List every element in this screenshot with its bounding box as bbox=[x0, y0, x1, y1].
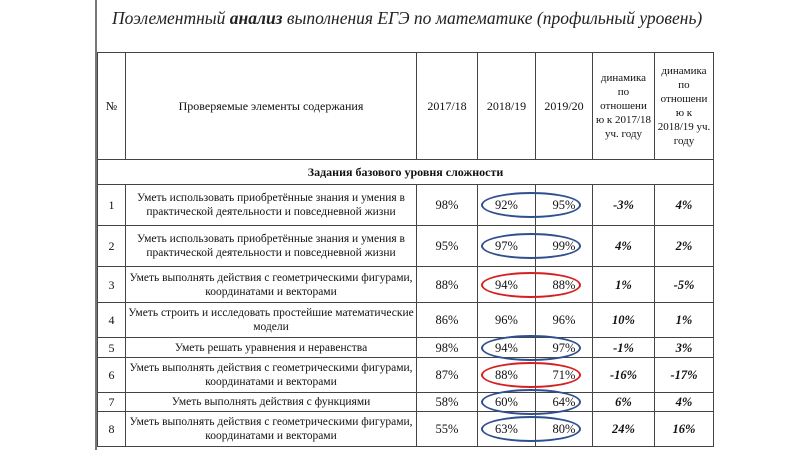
title-part: выполнения ЕГЭ по математике (профильный уровень) bbox=[282, 8, 703, 28]
row-number: 7 bbox=[98, 393, 126, 412]
header-row bbox=[98, 53, 714, 160]
value-2018-19: 63% bbox=[478, 412, 536, 447]
row-number: 2 bbox=[98, 226, 126, 267]
value-2018-19: 92% bbox=[478, 185, 536, 226]
value-2019-20: 71% bbox=[536, 358, 593, 393]
value-2018-19: 96% bbox=[478, 303, 536, 338]
row-element: Уметь использовать приобретённые знания и умения в практической деятельности и повседневной жизни bbox=[126, 226, 417, 267]
value-2017-18: 88% bbox=[417, 267, 478, 303]
row-element: Уметь строить и исследовать простейшие математические модели bbox=[126, 303, 417, 338]
row-element: Уметь выполнять действия с геометрическими фигурами, координатами и векторами bbox=[126, 358, 417, 393]
value-2019-20: 99% bbox=[536, 226, 593, 267]
value-2017-18: 95% bbox=[417, 226, 478, 267]
dynamics-2: 16% bbox=[655, 412, 714, 447]
value-2019-20: 88% bbox=[536, 267, 593, 303]
header-2018-19: 2018/19 bbox=[478, 53, 536, 160]
row-element: Уметь выполнять действия с геометрическими фигурами, координатами и векторами bbox=[126, 412, 417, 447]
value-2019-20: 95% bbox=[536, 185, 593, 226]
header-dynamics-2: динамика по отношени ю к 2018/19 уч. году bbox=[655, 53, 714, 160]
row-number: 4 bbox=[98, 303, 126, 338]
row-number: 1 bbox=[98, 185, 126, 226]
row-element: Уметь решать уравнения и неравенства bbox=[126, 338, 417, 358]
page-title bbox=[112, 8, 702, 29]
value-2018-19: 60% bbox=[478, 393, 536, 412]
table-row bbox=[98, 358, 714, 393]
dynamics-2: 4% bbox=[655, 185, 714, 226]
value-2017-18: 86% bbox=[417, 303, 478, 338]
value-2018-19: 94% bbox=[478, 338, 536, 358]
value-2017-18: 98% bbox=[417, 185, 478, 226]
dynamics-2: 3% bbox=[655, 338, 714, 358]
table-row bbox=[98, 303, 714, 338]
value-2017-18: 98% bbox=[417, 338, 478, 358]
row-element: Уметь использовать приобретённые знания и умения в практической деятельности и повседневной жизни bbox=[126, 185, 417, 226]
table-row bbox=[98, 267, 714, 303]
section-title: Задания базового уровня сложности bbox=[98, 160, 714, 185]
title-part: Поэлементный bbox=[112, 8, 230, 28]
header-2017-18: 2017/18 bbox=[417, 53, 478, 160]
dynamics-1: -1% bbox=[593, 338, 655, 358]
dynamics-1: -16% bbox=[593, 358, 655, 393]
dynamics-2: -17% bbox=[655, 358, 714, 393]
table-row bbox=[98, 393, 714, 412]
value-2019-20: 96% bbox=[536, 303, 593, 338]
dynamics-1: 4% bbox=[593, 226, 655, 267]
dynamics-1: -3% bbox=[593, 185, 655, 226]
row-number: 3 bbox=[98, 267, 126, 303]
dynamics-2: -5% bbox=[655, 267, 714, 303]
analysis-table bbox=[97, 52, 714, 447]
value-2017-18: 87% bbox=[417, 358, 478, 393]
value-2019-20: 64% bbox=[536, 393, 593, 412]
value-2019-20: 97% bbox=[536, 338, 593, 358]
value-2019-20: 80% bbox=[536, 412, 593, 447]
table-row bbox=[98, 338, 714, 358]
table-row bbox=[98, 185, 714, 226]
title-bold: анализ bbox=[229, 8, 283, 28]
value-2017-18: 58% bbox=[417, 393, 478, 412]
value-2017-18: 55% bbox=[417, 412, 478, 447]
dynamics-2: 2% bbox=[655, 226, 714, 267]
value-2018-19: 94% bbox=[478, 267, 536, 303]
dynamics-1: 6% bbox=[593, 393, 655, 412]
dynamics-1: 10% bbox=[593, 303, 655, 338]
dynamics-2: 4% bbox=[655, 393, 714, 412]
value-2018-19: 97% bbox=[478, 226, 536, 267]
table-row bbox=[98, 226, 714, 267]
section-row bbox=[98, 160, 714, 185]
dynamics-1: 24% bbox=[593, 412, 655, 447]
row-number: 6 bbox=[98, 358, 126, 393]
row-number: 5 bbox=[98, 338, 126, 358]
header-2019-20: 2019/20 bbox=[536, 53, 593, 160]
header-elements: Проверяемые элементы содержания bbox=[126, 53, 417, 160]
header-dynamics-1: динамика по отношени ю к 2017/18 уч. году bbox=[593, 53, 655, 160]
row-number: 8 bbox=[98, 412, 126, 447]
dynamics-1: 1% bbox=[593, 267, 655, 303]
value-2018-19: 88% bbox=[478, 358, 536, 393]
row-element: Уметь выполнять действия с функциями bbox=[126, 393, 417, 412]
dynamics-2: 1% bbox=[655, 303, 714, 338]
header-num: № bbox=[98, 53, 126, 160]
row-element: Уметь выполнять действия с геометрическими фигурами, координатами и векторами bbox=[126, 267, 417, 303]
table-row bbox=[98, 412, 714, 447]
